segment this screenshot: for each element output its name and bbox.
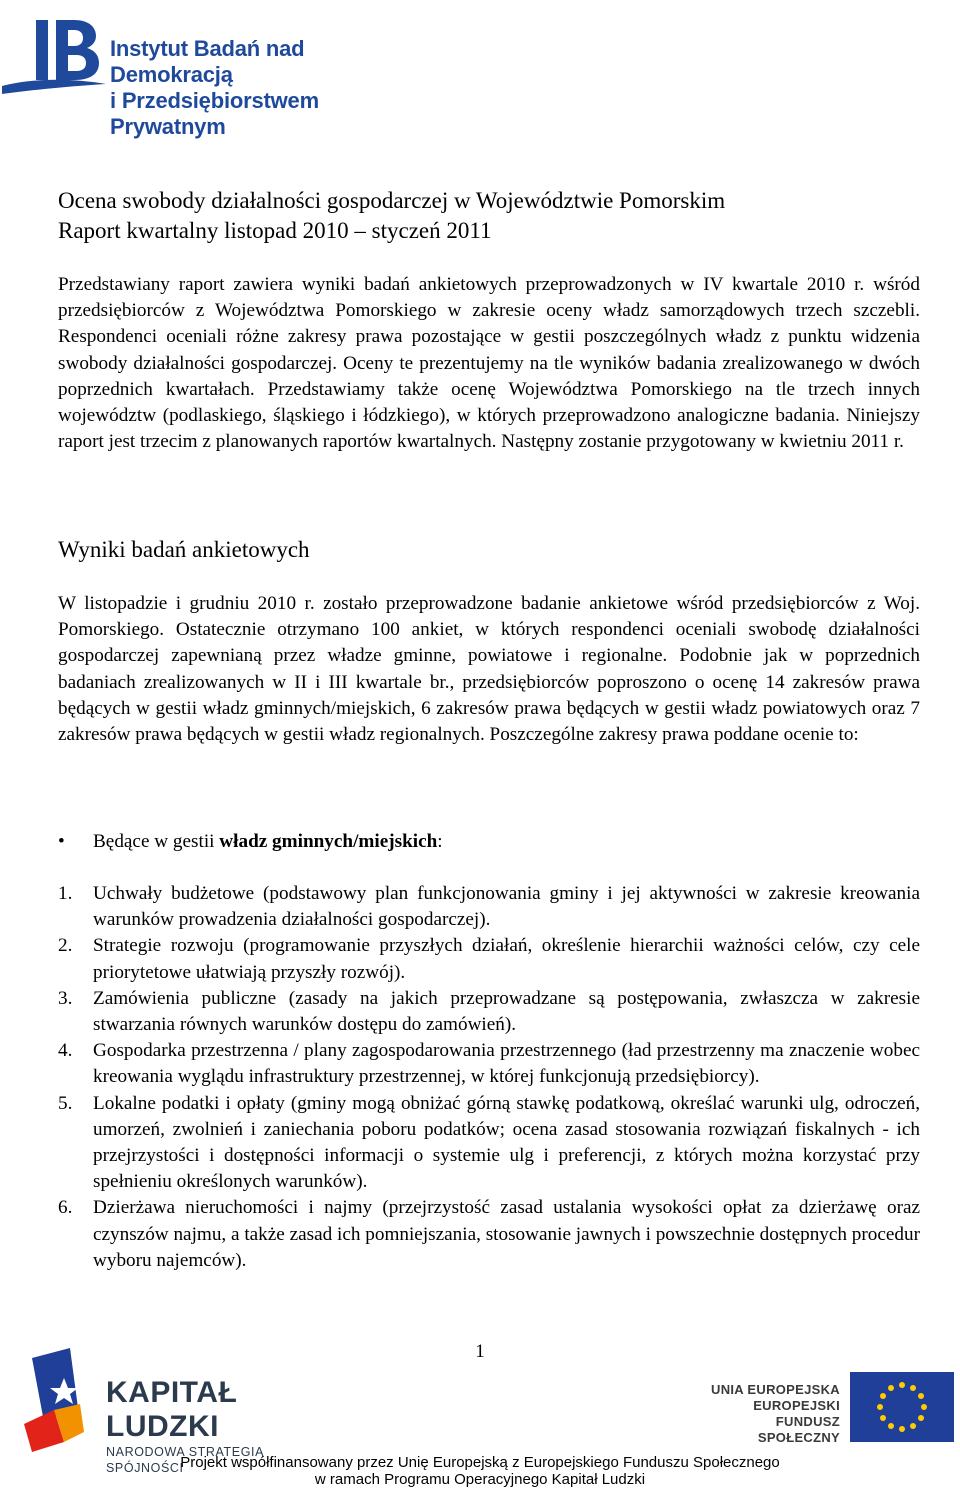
- eu-line3: FUNDUSZ SPOŁECZNY: [757, 1414, 840, 1445]
- eu-esf-text: [700, 1382, 840, 1446]
- list-item-text: Lokalne podatki i opłaty (gminy mogą obniżać górną stawkę podatkową, określać warunki ulg, odroczeń, umorzeń, zwolnień i zaniechania poboru podatków; ocena zasad stosowania rozwiązań fiskalnych - ich przejrzystości i dostępności informacji o systemie ulg i preferencji, z których można korzystać przy spełnieniu określonych warunków).: [93, 1092, 920, 1193]
- ibdip-emblem-icon: [2, 14, 112, 104]
- bullet-text: [93, 829, 443, 855]
- list-item-number: 1.: [58, 883, 73, 904]
- list-item-number: 4.: [58, 1040, 73, 1062]
- list-item-text: Gospodarka przestrzenna / plany zagospodarowania przestrzennego (ład przestrzenny ma znaczenie wobec kreowania wyglądu infrastruktury przestrzennej, w której funkcjonują przedsiębiorcy).: [93, 1040, 920, 1088]
- ibdip-logo: [2, 14, 432, 139]
- list-item-text: Strategie rozwoju (programowanie przyszłych działań, określenie hierarchii ważności celów, czy cele priorytetowe ułatwiają przyszły rozwój).: [93, 935, 920, 983]
- list-item-text: Zamówienia publiczne (zasady na jakich przeprowadzane są postępowania, zwłaszcza w zakresie stwarzania równych warunków dostępu do zamówień).: [93, 987, 920, 1036]
- ibdip-name: [110, 36, 432, 140]
- ibdip-name-line2: i Przedsiębiorstwem Prywatnym: [110, 88, 319, 139]
- report-title-line1: Ocena swobody działalności gospodarczej w Województwie Pomorskim: [58, 188, 726, 213]
- list-item: [58, 1195, 920, 1274]
- list-item: [58, 986, 920, 1038]
- list-item-text: Uchwały budżetowe (podstawowy plan funkcjonowania gminy i jej aktywności w zakresie kreowania warunków prowadzenia działalności gospodarczej).: [93, 883, 920, 931]
- footer-line2: w ramach Programu Operacyjnego Kapitał Ludzki: [314, 1471, 646, 1488]
- list-item-number: 2.: [58, 935, 73, 957]
- list-item-text: Dzierżawa nieruchomości i najmy (przejrzystość zasad ustalania wysokości opłat za dzierżawę oraz czynszów najmu, a także zasad ich pomniejszania, stosowanie jawnych i powszechnie dostępnych procedur wyboru najemców).: [93, 1197, 920, 1271]
- kapital-ludzki-emblem-icon: [24, 1346, 104, 1456]
- eu-line1: UNIA EUROPEJSKA: [711, 1382, 840, 1397]
- page-number: 1: [475, 1341, 485, 1362]
- report-title: [58, 186, 920, 246]
- bullet-prefix: Będące w gestii: [93, 831, 220, 852]
- list-item: [58, 1038, 920, 1090]
- bullet-suffix: :: [437, 831, 443, 852]
- report-title-line2: Raport kwartalny listopad 2010 – styczeń 2011: [58, 218, 492, 243]
- list-item-number: 3.: [58, 987, 73, 1009]
- footer-funding-note: [0, 1454, 960, 1488]
- section-paragraph: W listopadzie i grudniu 2010 r. zostało przeprowadzone badanie ankietowe wśród przedsiębiorców z Woj. Pomorskiego. Ostatecznie otrzymano 100 ankiet, w których respondenci oceniali swobodę działalności gospodarczej zapewnianą przez władze gminne, powiatowe i regionalne. Podobnie jak w poprzednich badaniach zrealizowanych w II i III kwartale br., przedsiębiorców poproszono o ocenę 14 zakresów prawa będących w gestii władz gminnych/miejskich, 6 zakresów prawa będących w gestii władz powiatowych oraz 7 zakresów prawa będących w gestii władz regionalnych. Poszczególne zakresy prawa poddane ocenie to:: [58, 593, 920, 746]
- list-item-number: 6.: [58, 1197, 73, 1219]
- kapital-ludzki-logo: [24, 1346, 344, 1475]
- footer-line1: Projekt współfinansowany przez Unię Europejską z Europejskiego Funduszu Społecznego: [180, 1454, 780, 1471]
- list-item: [58, 933, 920, 985]
- intro-paragraph: Przedstawiany raport zawiera wyniki badań ankietowych przeprowadzonych w IV kwartale 2010 r. wśród przedsiębiorców z Województwa Pomorskiego w zakresie oceny władz samorządowych trzech szczebli. Respondenci oceniali różne zakresy prawa pozostające w gestii poszczególnych władz z punktu widzenia swobody działalności gospodarczej. Oceny te prezentujemy na tle wyników badania zrealizowanego w dwóch poprzednich kwartałach. Przedstawiamy także ocenę Województwa Pomorskiego na tle trzech innych województw (podlaskiego, śląskiego i łódzkiego), w których przeprowadzono analogiczne badania. Niniejszy raport jest trzecim z planowanych raportów kwartalnych. Następny zostanie przygotowany w kwietniu 2011 r.: [58, 274, 920, 453]
- list-item: [58, 1091, 920, 1196]
- list-item: [58, 881, 920, 933]
- eu-flag-icon: [850, 1372, 954, 1442]
- eu-esf-logo: [700, 1372, 955, 1444]
- section-heading: Wyniki badań ankietowych: [58, 537, 310, 562]
- ibdip-name-line1: Instytut Badań nad Demokracją: [110, 36, 305, 87]
- kapital-ludzki-sub: NARODOWA STRATEGIA SPÓJNOŚCI: [106, 1445, 264, 1475]
- bullet-dot-icon: •: [58, 831, 65, 852]
- eu-line2: EUROPEJSKI: [753, 1398, 840, 1413]
- numbered-list: [58, 881, 920, 1274]
- list-item-number: 5.: [58, 1092, 73, 1114]
- kapital-ludzki-main: KAPITAŁ LUDZKI: [106, 1376, 238, 1443]
- bullet-bold: władz gminnych/miejskich: [219, 831, 438, 852]
